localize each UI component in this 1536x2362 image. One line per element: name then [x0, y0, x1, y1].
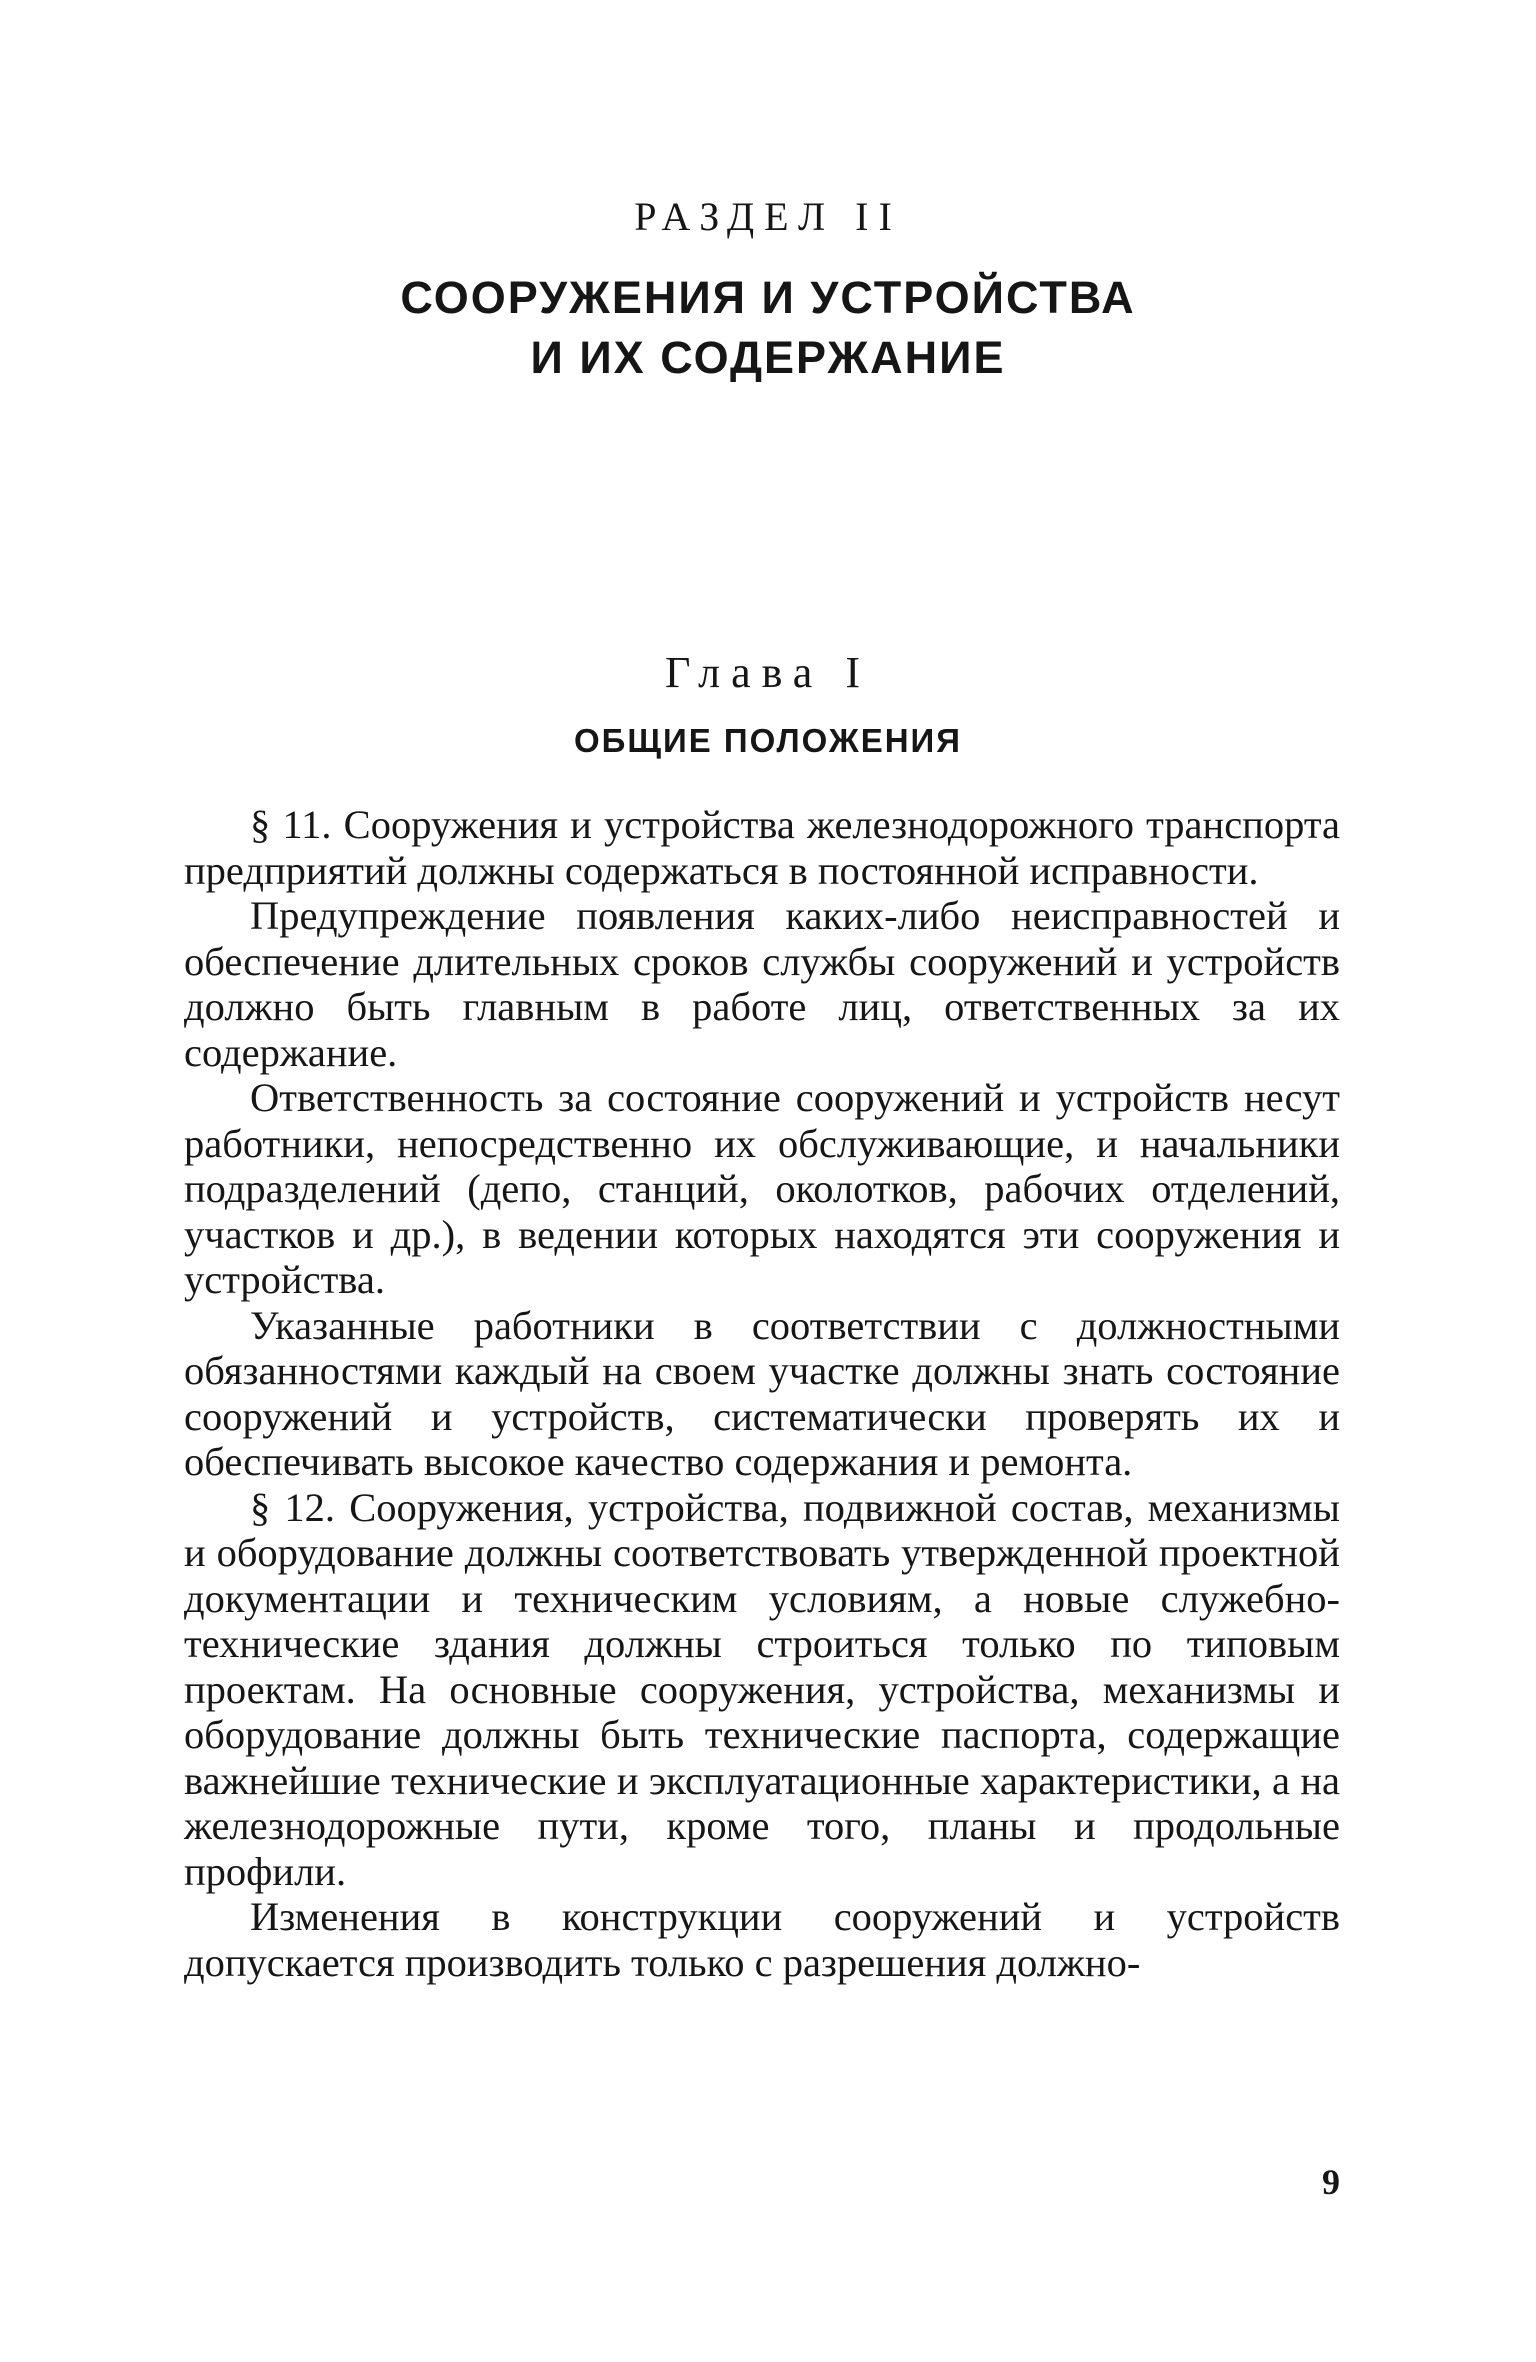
- paragraph: Предупреждение появления каких-либо неисправностей и обеспечение длительных сроков службы сооружений и устройств должно быть главным в работе лиц, ответственных за их содержание.: [184, 893, 1340, 1075]
- chapter-title: ОБЩИЕ ПОЛОЖЕНИЯ: [574, 722, 962, 759]
- chapter-label: Глава I: [665, 648, 871, 697]
- paragraph: Ответственность за состояние сооружений и устройств несут работники, непосредственно их обслуживающие, и начальники подразделений (депо, станций, околотков, рабочих отделений, участков и др.), в ведении которых находятся эти сооружения и устройства.: [184, 1075, 1340, 1302]
- section-title-line-1: СООРУЖЕНИЯ И УСТРОЙСТВА: [400, 272, 1136, 323]
- section-title: [0, 268, 1536, 388]
- section-label: РАЗДЕЛ II: [634, 194, 902, 239]
- paragraph: Изменения в конструкции сооружений и устройств допускается производить только с разрешения должно-: [184, 1894, 1340, 1985]
- section-title-line-2: И ИХ СОДЕРЖАНИЕ: [530, 332, 1006, 383]
- paragraph: Указанные работники в соответствии с должностными обязанностями каждый на своем участке должны знать состояние сооружений и устройств, систематически проверять их и обеспечивать высокое качество содержания и ремонта.: [184, 1302, 1340, 1484]
- body-text: [184, 802, 1340, 1985]
- page-number: 9: [1322, 2162, 1340, 2202]
- paragraph-11: § 11. Сооружения и устройства железнодорожного транспорта предприятий должны содержаться в постоянной исправности.: [184, 802, 1340, 893]
- paragraph-12: § 12. Сооружения, устройства, подвижной состав, механизмы и оборудование должны соответствовать утвержденной проектной документации и техническим условиям, а новые служебно-технические здания должны строиться только по типовым проектам. На основные сооружения, устройства, механизмы и оборудование должны быть технические паспорта, содержащие важнейшие технические и эксплуатационные характеристики, а на железнодорожные пути, кроме того, планы и продольные профили.: [184, 1484, 1340, 1894]
